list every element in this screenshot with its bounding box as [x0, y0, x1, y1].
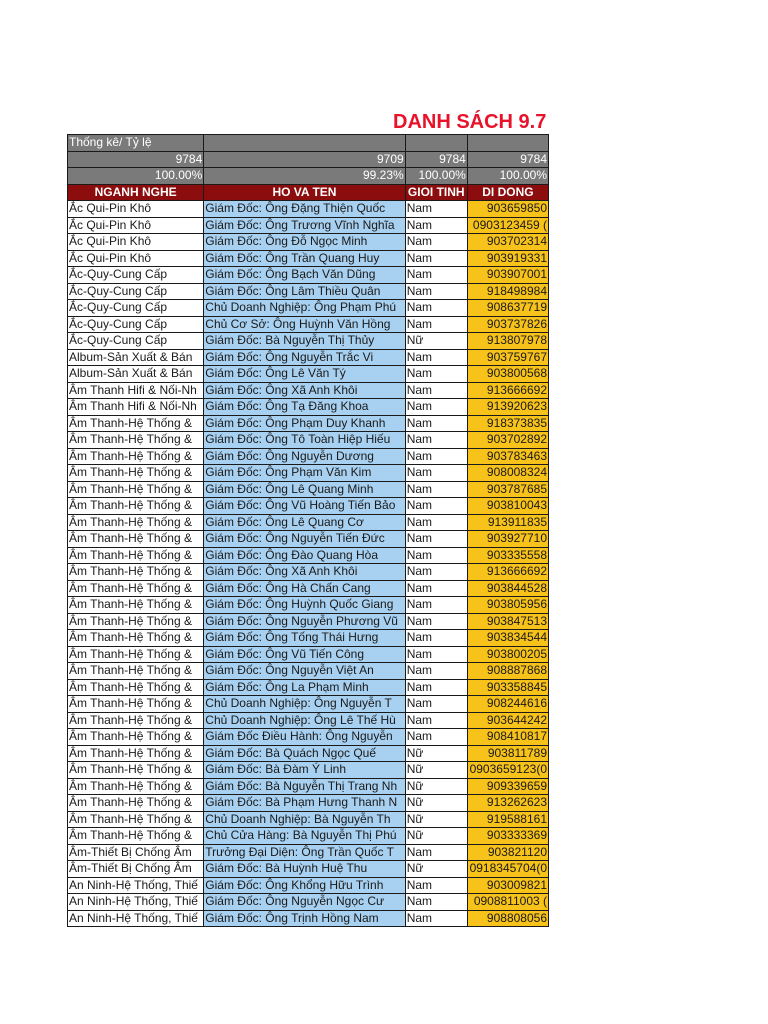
gender-cell[interactable]: Nam [405, 712, 467, 729]
stats-count-cell[interactable]: 9784 [68, 151, 204, 168]
gender-cell[interactable]: Nam [405, 696, 467, 713]
table-row [68, 415, 549, 432]
sector-cell[interactable]: Âm Thanh-Hệ Thống & [68, 613, 204, 630]
name-cell[interactable]: Giám Đốc: Ông Đào Quang Hòa [204, 547, 405, 564]
sector-cell[interactable]: Âm Thanh-Hệ Thống & [68, 679, 204, 696]
stats-label[interactable]: Thống kê/ Tỷ lệ [68, 135, 204, 152]
name-cell[interactable]: Giám Đốc: Ông Nguyễn Ngọc Cư [204, 894, 405, 911]
phone-cell[interactable]: 908008324 [467, 465, 548, 482]
table-row [68, 894, 549, 911]
gender-cell[interactable]: Nữ [405, 828, 467, 845]
stats-percent-cell[interactable]: 100.00% [467, 168, 548, 185]
sector-cell[interactable]: An Ninh-Hệ Thống, Thiế [68, 894, 204, 911]
table-row [68, 250, 549, 267]
table-row [68, 481, 549, 498]
name-cell[interactable]: Giám Đốc: Ông Vũ Tiến Công [204, 646, 405, 663]
table-row [68, 564, 549, 581]
name-cell[interactable]: Giám Đốc: Ông Nguyễn Trắc Vi [204, 349, 405, 366]
gender-cell[interactable]: Nam [405, 349, 467, 366]
phone-cell[interactable]: 903907001 [467, 267, 548, 284]
table-row [68, 217, 549, 234]
header-row [68, 184, 549, 201]
column-header-gender[interactable]: GIOI TINH [405, 184, 467, 201]
phone-cell[interactable]: 903358845 [467, 679, 548, 696]
sector-cell[interactable]: Âm Thanh-Hệ Thống & [68, 630, 204, 647]
gender-cell[interactable]: Nam [405, 531, 467, 548]
sector-cell[interactable]: Âm Thanh-Hệ Thống & [68, 448, 204, 465]
phone-cell[interactable]: 908887868 [467, 663, 548, 680]
table-row [68, 201, 549, 218]
gender-cell[interactable]: Nam [405, 547, 467, 564]
name-cell[interactable]: Giám Đốc: Ông Lê Quang Minh [204, 481, 405, 498]
table-row [68, 778, 549, 795]
phone-cell[interactable]: 919588161 [467, 811, 548, 828]
sector-cell[interactable]: Âm Thanh-Hệ Thống & [68, 646, 204, 663]
name-cell[interactable]: Giám Đốc: Ông Hà Chấn Cang [204, 580, 405, 597]
gender-cell[interactable]: Nữ [405, 778, 467, 795]
phone-cell[interactable]: 903737826 [467, 316, 548, 333]
sector-cell[interactable]: Âm Thanh-Hệ Thống & [68, 432, 204, 449]
table-row [68, 712, 549, 729]
phone-cell[interactable]: 903335558 [467, 547, 548, 564]
name-cell[interactable]: Chủ Cơ Sở: Ông Huỳnh Văn Hồng [204, 316, 405, 333]
gender-cell[interactable]: Nam [405, 646, 467, 663]
table-row [68, 679, 549, 696]
gender-cell[interactable]: Nữ [405, 762, 467, 779]
sector-cell[interactable]: Âm Thanh-Hệ Thống & [68, 597, 204, 614]
sector-cell[interactable]: Âm Thanh-Hệ Thống & [68, 531, 204, 548]
stats-blank-cell[interactable] [405, 135, 467, 152]
phone-cell[interactable]: 908410817 [467, 729, 548, 746]
name-cell[interactable]: Giám Đốc: Ông Trần Quang Huy [204, 250, 405, 267]
sector-cell[interactable]: Ắc-Quy-Cung Cấp [68, 300, 204, 317]
name-cell[interactable]: Chủ Cửa Hàng: Bà Nguyễn Thị Phú [204, 828, 405, 845]
table-row [68, 234, 549, 251]
name-cell[interactable]: Giám Đốc: Bà Huỳnh Huệ Thu [204, 861, 405, 878]
sector-cell[interactable]: Âm Thanh-Hệ Thống & [68, 729, 204, 746]
gender-cell[interactable]: Nam [405, 382, 467, 399]
table-row [68, 382, 549, 399]
stats-label-row [68, 135, 549, 152]
gender-cell[interactable]: Nam [405, 217, 467, 234]
table-row [68, 432, 549, 449]
gender-cell[interactable]: Nam [405, 630, 467, 647]
sector-cell[interactable]: Âm Thanh-Hệ Thống & [68, 762, 204, 779]
table-row [68, 547, 549, 564]
name-cell[interactable]: Giám Đốc: Ông Vũ Hoàng Tiến Bảo [204, 498, 405, 515]
table-row [68, 448, 549, 465]
name-cell[interactable]: Giám Đốc: Ông Đặng Thiện Quốc [204, 201, 405, 218]
phone-cell[interactable]: 908808056 [467, 910, 548, 927]
table-row [68, 861, 549, 878]
name-cell[interactable]: Giám Đốc: Ông Khổng Hữu Trình [204, 877, 405, 894]
sector-cell[interactable]: An Ninh-Hệ Thống, Thiế [68, 877, 204, 894]
sector-cell[interactable]: Ắc Qui-Pin Khô [68, 250, 204, 267]
gender-cell[interactable]: Nữ [405, 333, 467, 350]
stats-percent-cell[interactable]: 99.23% [204, 168, 405, 185]
table-row [68, 613, 549, 630]
name-cell[interactable]: Giám Đốc: Ông Tô Toàn Hiệp Hiếu [204, 432, 405, 449]
gender-cell[interactable]: Nam [405, 300, 467, 317]
sector-cell[interactable]: Album-Sản Xuất & Bán [68, 366, 204, 383]
phone-cell[interactable]: 0918345704(0 [467, 861, 548, 878]
column-header-sector[interactable]: NGANH NGHE [68, 184, 204, 201]
gender-cell[interactable]: Nam [405, 844, 467, 861]
sector-cell[interactable]: Album-Sản Xuất & Bán [68, 349, 204, 366]
sector-cell[interactable]: Âm-Thiết Bị Chống Âm [68, 844, 204, 861]
table-row [68, 531, 549, 548]
table-row [68, 333, 549, 350]
sector-cell[interactable]: Âm Thanh-Hệ Thống & [68, 580, 204, 597]
sector-cell[interactable]: Ắc Qui-Pin Khô [68, 234, 204, 251]
stats-count-cell[interactable]: 9709 [204, 151, 405, 168]
phone-cell[interactable]: 903644242 [467, 712, 548, 729]
phone-cell[interactable]: 0903123459 ( [467, 217, 548, 234]
table-row [68, 316, 549, 333]
table-row [68, 762, 549, 779]
sector-cell[interactable]: Âm Thanh Hifi & Nối-Nh [68, 399, 204, 416]
sector-cell[interactable]: Âm Thanh-Hệ Thống & [68, 498, 204, 515]
name-cell[interactable]: Giám Đốc: Ông Lâm Thiều Quân [204, 283, 405, 300]
name-cell[interactable]: Chủ Doanh Nghiệp: Ông Phạm Phú [204, 300, 405, 317]
gender-cell[interactable]: Nữ [405, 811, 467, 828]
name-cell[interactable]: Giám Đốc: Ông Nguyễn Phương Vũ [204, 613, 405, 630]
gender-cell[interactable]: Nam [405, 234, 467, 251]
gender-cell[interactable]: Nam [405, 597, 467, 614]
column-header-name[interactable]: HO VA TEN [204, 184, 405, 201]
gender-cell[interactable]: Nam [405, 316, 467, 333]
gender-cell[interactable]: Nữ [405, 861, 467, 878]
phone-cell[interactable]: 903702892 [467, 432, 548, 449]
stats-count-cell[interactable]: 9784 [467, 151, 548, 168]
phone-cell[interactable]: 903805956 [467, 597, 548, 614]
gender-cell[interactable]: Nam [405, 250, 467, 267]
stats-percent-cell[interactable]: 100.00% [405, 168, 467, 185]
gender-cell[interactable]: Nam [405, 267, 467, 284]
phone-cell[interactable]: 903844528 [467, 580, 548, 597]
sector-cell[interactable]: Âm Thanh-Hệ Thống & [68, 828, 204, 845]
stats-percent-cell[interactable]: 100.00% [68, 168, 204, 185]
table-row [68, 828, 549, 845]
name-cell[interactable]: Giám Đốc: Ông Huỳnh Quốc Giang [204, 597, 405, 614]
stats-count-cell[interactable]: 9784 [405, 151, 467, 168]
phone-cell[interactable]: 913807978 [467, 333, 548, 350]
name-cell[interactable]: Chủ Doanh Nghiệp: Ông Lê Thế Hù [204, 712, 405, 729]
phone-cell[interactable]: 903919331 [467, 250, 548, 267]
table-row [68, 366, 549, 383]
page-title: DANH SÁCH 9.7 [393, 111, 547, 133]
sector-cell[interactable]: Ắc-Quy-Cung Cấp [68, 267, 204, 284]
sector-cell[interactable]: Âm Thanh-Hệ Thống & [68, 795, 204, 812]
sector-cell[interactable]: An Ninh-Hệ Thống, Thiế [68, 910, 204, 927]
table-row [68, 663, 549, 680]
name-cell[interactable]: Giám Đốc: Bà Quách Ngọc Quế [204, 745, 405, 762]
phone-cell[interactable]: 918498984 [467, 283, 548, 300]
table-row [68, 349, 549, 366]
name-cell[interactable]: Giám Đốc: Ông Lê Quang Cơ [204, 514, 405, 531]
sector-cell[interactable]: Âm Thanh-Hệ Thống & [68, 415, 204, 432]
phone-cell[interactable]: 903333369 [467, 828, 548, 845]
table-row [68, 811, 549, 828]
gender-cell[interactable]: Nam [405, 894, 467, 911]
gender-cell[interactable]: Nam [405, 729, 467, 746]
name-cell[interactable]: Giám Đốc: Ông La Phạm Minh [204, 679, 405, 696]
phone-cell[interactable]: 903787685 [467, 481, 548, 498]
table-row [68, 877, 549, 894]
table-row [68, 844, 549, 861]
gender-cell[interactable]: Nam [405, 415, 467, 432]
sector-cell[interactable]: Ắc-Quy-Cung Cấp [68, 283, 204, 300]
table-row [68, 498, 549, 515]
table-row [68, 267, 549, 284]
gender-cell[interactable]: Nam [405, 663, 467, 680]
sector-cell[interactable]: Âm Thanh-Hệ Thống & [68, 514, 204, 531]
table-row [68, 745, 549, 762]
stats-percent-row [68, 168, 549, 185]
stats-count-row [68, 151, 549, 168]
phone-cell[interactable]: 903800205 [467, 646, 548, 663]
sector-cell[interactable]: Âm Thanh Hifi & Nối-Nh [68, 382, 204, 399]
gender-cell[interactable]: Nam [405, 481, 467, 498]
phone-cell[interactable]: 0903659123(0 [467, 762, 548, 779]
gender-cell[interactable]: Nam [405, 514, 467, 531]
phone-cell[interactable]: 903821120 [467, 844, 548, 861]
gender-cell[interactable]: Nam [405, 564, 467, 581]
table-row [68, 514, 549, 531]
phone-cell[interactable]: 918373835 [467, 415, 548, 432]
gender-cell[interactable]: Nam [405, 613, 467, 630]
contact-table [67, 134, 549, 927]
phone-cell[interactable]: 903927710 [467, 531, 548, 548]
name-cell[interactable]: Giám Đốc: Ông Lê Văn Tý [204, 366, 405, 383]
table-row [68, 910, 549, 927]
name-cell[interactable]: Giám Đốc: Ông Xã Anh Khôi [204, 564, 405, 581]
gender-cell[interactable]: Nữ [405, 745, 467, 762]
sector-cell[interactable]: Ắc Qui-Pin Khô [68, 217, 204, 234]
phone-cell[interactable]: 908637719 [467, 300, 548, 317]
stats-blank-cell[interactable] [467, 135, 548, 152]
gender-cell[interactable]: Nam [405, 498, 467, 515]
name-cell[interactable]: Giám Đốc Điều Hành: Ông Nguyễn [204, 729, 405, 746]
gender-cell[interactable]: Nam [405, 448, 467, 465]
name-cell[interactable]: Giám Đốc: Ông Bạch Văn Dũng [204, 267, 405, 284]
phone-cell[interactable]: 913262623 [467, 795, 548, 812]
table-row [68, 795, 549, 812]
table-row [68, 300, 549, 317]
sector-cell[interactable]: Âm Thanh-Hệ Thống & [68, 547, 204, 564]
table-row [68, 729, 549, 746]
phone-cell[interactable]: 903783463 [467, 448, 548, 465]
name-cell[interactable]: Giám Đốc: Ông Đỗ Ngọc Minh [204, 234, 405, 251]
name-cell[interactable]: Giám Đốc: Ông Tạ Đăng Khoa [204, 399, 405, 416]
name-cell[interactable]: Giám Đốc: Bà Đàm Ý Linh [204, 762, 405, 779]
gender-cell[interactable]: Nam [405, 399, 467, 416]
name-cell[interactable]: Giám Đốc: Bà Nguyễn Thị Thủy [204, 333, 405, 350]
gender-cell[interactable]: Nam [405, 465, 467, 482]
phone-cell[interactable]: 909339659 [467, 778, 548, 795]
name-cell[interactable]: Giám Đốc: Bà Phạm Hưng Thanh N [204, 795, 405, 812]
gender-cell[interactable]: Nam [405, 580, 467, 597]
phone-cell[interactable]: 913920623 [467, 399, 548, 416]
sector-cell[interactable]: Ắc Qui-Pin Khô [68, 201, 204, 218]
name-cell[interactable]: Chủ Doanh Nghiệp: Bà Nguyễn Th [204, 811, 405, 828]
phone-cell[interactable]: 913666692 [467, 564, 548, 581]
table-row [68, 465, 549, 482]
table-row [68, 597, 549, 614]
phone-cell[interactable]: 903759767 [467, 349, 548, 366]
table-row [68, 630, 549, 647]
gender-cell[interactable]: Nam [405, 201, 467, 218]
sector-cell[interactable]: Âm Thanh-Hệ Thống & [68, 778, 204, 795]
gender-cell[interactable]: Nam [405, 679, 467, 696]
gender-cell[interactable]: Nam [405, 877, 467, 894]
name-cell[interactable]: Giám Đốc: Bà Nguyễn Thị Trang Nh [204, 778, 405, 795]
phone-cell[interactable]: 913666692 [467, 382, 548, 399]
name-cell[interactable]: Chủ Doanh Nghiệp: Ông Nguyễn T [204, 696, 405, 713]
stats-blank-cell[interactable] [204, 135, 405, 152]
sector-cell[interactable]: Ắc-Quy-Cung Cấp [68, 316, 204, 333]
sector-cell[interactable]: Âm Thanh-Hệ Thống & [68, 745, 204, 762]
name-cell[interactable]: Giám Đốc: Ông Trương Vĩnh Nghĩa [204, 217, 405, 234]
name-cell[interactable]: Giám Đốc: Ông Phạm Văn Kim [204, 465, 405, 482]
sector-cell[interactable]: Âm Thanh-Hệ Thống & [68, 811, 204, 828]
name-cell[interactable]: Giám Đốc: Ông Xã Anh Khôi [204, 382, 405, 399]
name-cell[interactable]: Giám Đốc: Ông Nguyễn Việt An [204, 663, 405, 680]
phone-cell[interactable]: 908244616 [467, 696, 548, 713]
gender-cell[interactable]: Nam [405, 432, 467, 449]
phone-cell[interactable]: 903810043 [467, 498, 548, 515]
phone-cell[interactable]: 903702314 [467, 234, 548, 251]
gender-cell[interactable]: Nam [405, 283, 467, 300]
table-row [68, 696, 549, 713]
name-cell[interactable]: Giám Đốc: Ông Phạm Duy Khanh [204, 415, 405, 432]
table-row [68, 399, 549, 416]
phone-cell[interactable]: 0908811003 ( [467, 894, 548, 911]
phone-cell[interactable]: 903811789 [467, 745, 548, 762]
gender-cell[interactable]: Nữ [405, 795, 467, 812]
phone-cell[interactable]: 903834544 [467, 630, 548, 647]
table-row [68, 646, 549, 663]
sector-cell[interactable]: Âm Thanh-Hệ Thống & [68, 564, 204, 581]
sector-cell[interactable]: Ắc-Quy-Cung Cấp [68, 333, 204, 350]
sector-cell[interactable]: Âm Thanh-Hệ Thống & [68, 663, 204, 680]
phone-cell[interactable]: 913911835 [467, 514, 548, 531]
name-cell[interactable]: Giám Đốc: Ông Trịnh Hồng Nam [204, 910, 405, 927]
sector-cell[interactable]: Âm-Thiết Bị Chống Âm [68, 861, 204, 878]
column-header-phone[interactable]: DI DONG [467, 184, 548, 201]
phone-cell[interactable]: 903659850 [467, 201, 548, 218]
sector-cell[interactable]: Âm Thanh-Hệ Thống & [68, 696, 204, 713]
gender-cell[interactable]: Nam [405, 910, 467, 927]
name-cell[interactable]: Giám Đốc: Ông Tống Thái Hưng [204, 630, 405, 647]
name-cell[interactable]: Giám Đốc: Ông Nguyễn Dương [204, 448, 405, 465]
name-cell[interactable]: Giám Đốc: Ông Nguyễn Tiến Đức [204, 531, 405, 548]
sector-cell[interactable]: Âm Thanh-Hệ Thống & [68, 712, 204, 729]
phone-cell[interactable]: 903009821 [467, 877, 548, 894]
phone-cell[interactable]: 903800568 [467, 366, 548, 383]
gender-cell[interactable]: Nam [405, 366, 467, 383]
sector-cell[interactable]: Âm Thanh-Hệ Thống & [68, 465, 204, 482]
name-cell[interactable]: Trưởng Đại Diện: Ông Trần Quốc T [204, 844, 405, 861]
table-row [68, 283, 549, 300]
table-row [68, 580, 549, 597]
phone-cell[interactable]: 903847513 [467, 613, 548, 630]
sector-cell[interactable]: Âm Thanh-Hệ Thống & [68, 481, 204, 498]
